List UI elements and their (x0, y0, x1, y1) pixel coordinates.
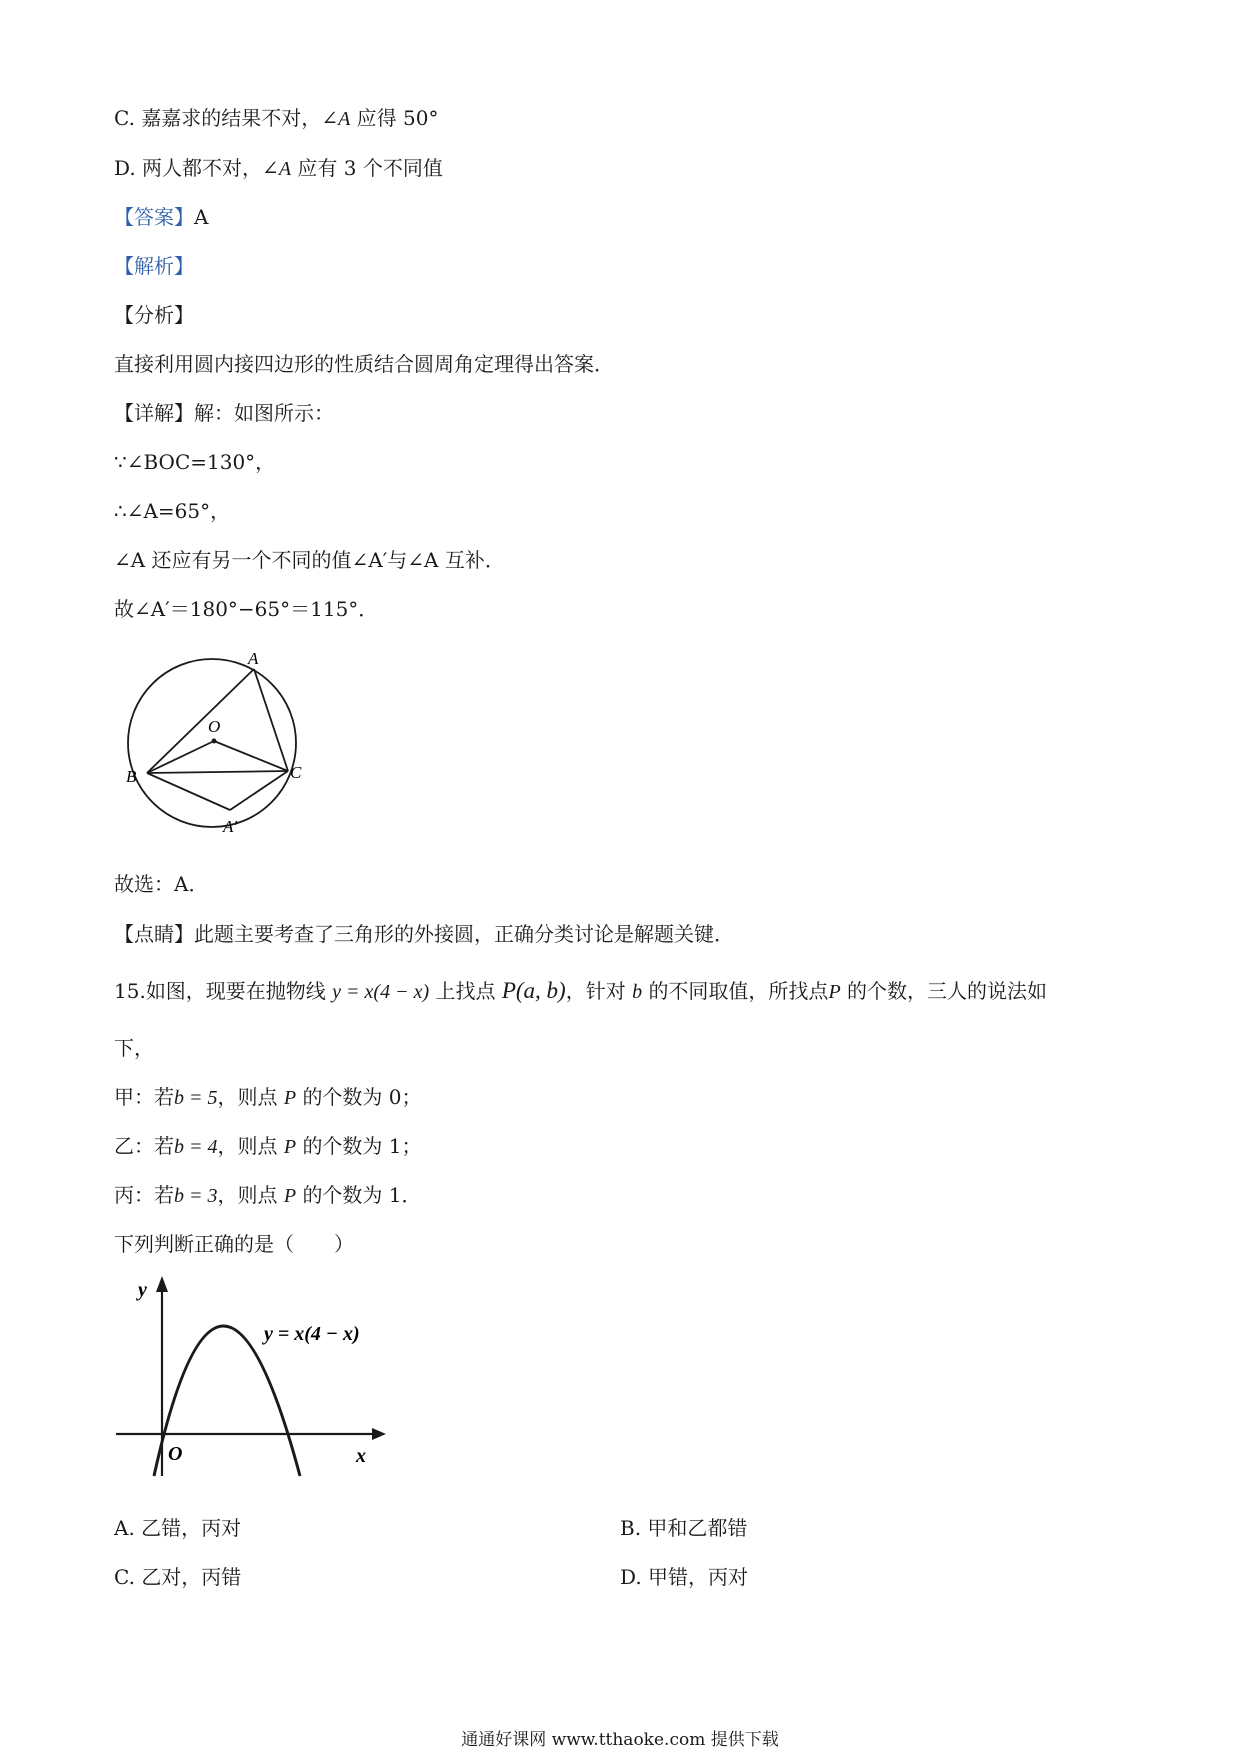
q15-prompt: 下列判断正确的是（ ） (114, 1232, 354, 1256)
segment-bo (147, 741, 214, 773)
choice-line: 故选：A． (114, 872, 209, 896)
option-d: D. 两人都不对，∠A 应有 3 个不同值 (114, 156, 443, 180)
segment-a-prime-c (230, 771, 288, 810)
detail-line-3: ∠A 还应有另一个不同的值∠A′与∠A 互补． (114, 548, 505, 572)
option-c: C. 嘉嘉求的结果不对，∠A 应得 50° (114, 106, 439, 130)
q15-option-c: C. 乙对，丙错 (114, 1565, 242, 1589)
answer-line: 【答案】A (114, 205, 209, 229)
circle-figure (120, 650, 320, 840)
detail-line-1: ∵∠BOC=130°， (114, 450, 276, 474)
segment-bc (147, 771, 288, 773)
y-axis-label: y (138, 1279, 147, 1301)
x-axis-arrow (372, 1428, 386, 1440)
center-point (212, 739, 217, 744)
label-c: C (290, 763, 302, 782)
q15-option-b: B. 甲和乙都错 (620, 1516, 748, 1540)
fenxi-label: 【分析】 (114, 303, 194, 327)
parabola-graph (110, 1270, 400, 1480)
label-a: A (248, 650, 259, 668)
label-b: B (126, 767, 137, 786)
q15-stem-cont: 下， (114, 1036, 154, 1060)
claim-yi: 乙：若b = 4，则点 P 的个数为 1； (114, 1134, 422, 1158)
detail-intro: 【详解】解：如图所示： (114, 401, 334, 425)
analysis-label: 【解析】 (114, 254, 194, 278)
detail-line-2: ∴∠A=65°， (114, 499, 231, 523)
q15-option-d: D. 甲错，丙对 (620, 1565, 749, 1589)
claim-bing: 丙：若b = 3，则点 P 的个数为 1． (114, 1183, 422, 1207)
dianjing-line: 【点睛】此题主要考查了三角形的外接圆，正确分类讨论是解题关键． (114, 922, 734, 946)
segment-ba-prime (147, 773, 230, 810)
x-axis-label: x (356, 1445, 366, 1467)
fenxi-text: 直接利用圆内接四边形的性质结合圆周角定理得出答案． (114, 352, 614, 376)
label-a-prime: A′ (223, 817, 238, 836)
label-o: O (208, 717, 221, 736)
segment-ba (147, 669, 254, 773)
q15-option-a: A. 乙错，丙对 (114, 1516, 242, 1540)
segment-oc (214, 741, 288, 771)
detail-line-4: 故∠A′＝180°−65°＝115°． (114, 597, 379, 621)
claim-jia: 甲：若b = 5，则点 P 的个数为 0； (114, 1085, 422, 1109)
curve-label: y = x(4 − x) (264, 1323, 360, 1345)
origin-label: O (168, 1443, 183, 1465)
page-footer: 通通好课网 www.tthaoke.com 提供下载 (461, 1730, 779, 1750)
y-axis-arrow (156, 1276, 168, 1292)
q15-stem: 15.如图，现要在抛物线 y = x(4 − x) 上找点 P(a, b)，针对 b 的不同取值，所找点P 的个数，三人的说法如 (114, 978, 1048, 1003)
